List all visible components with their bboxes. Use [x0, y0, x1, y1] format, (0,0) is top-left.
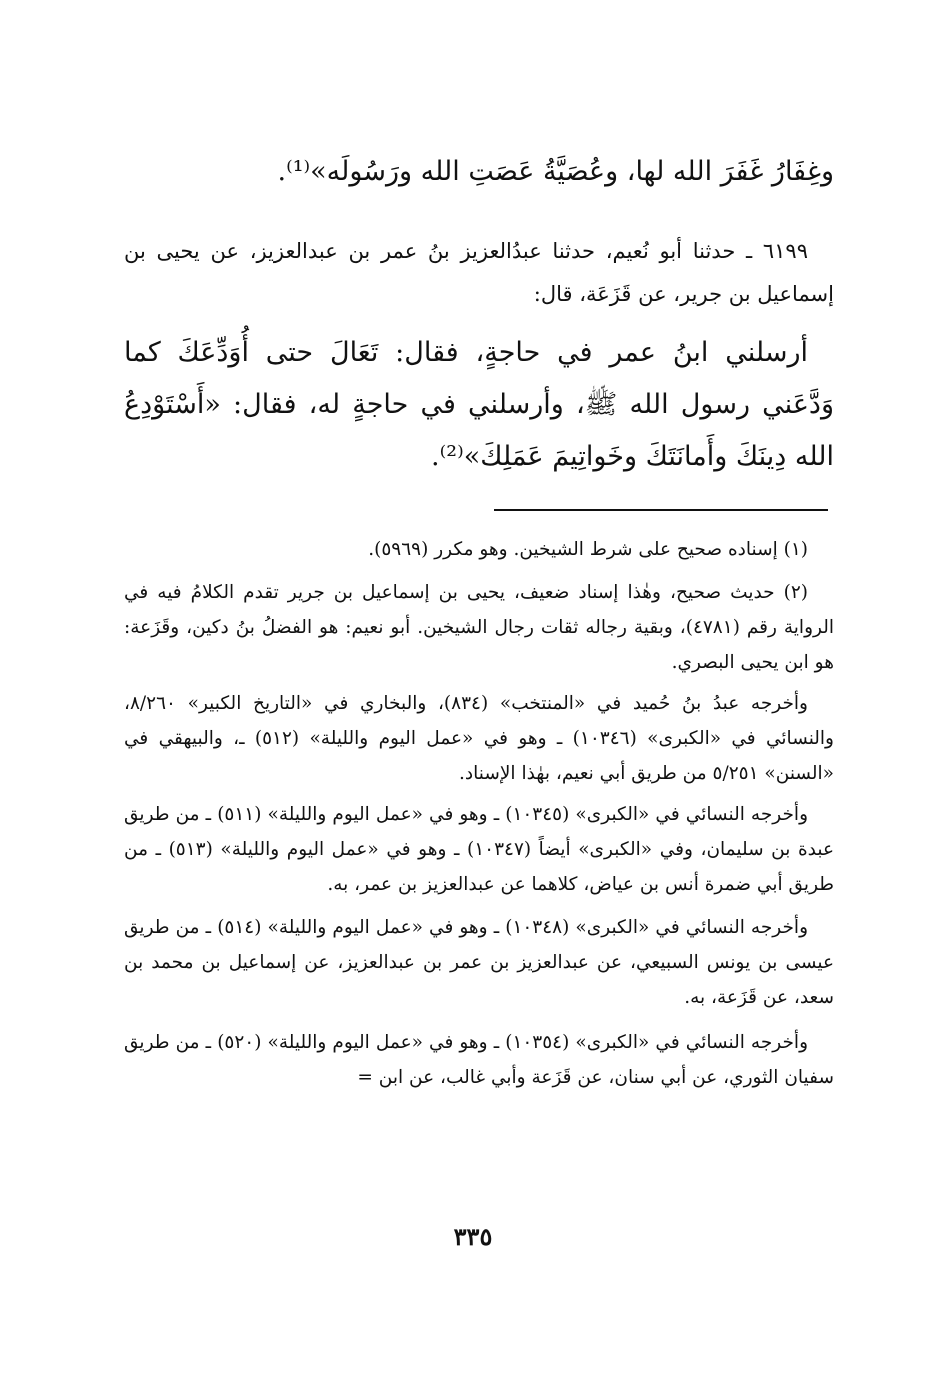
- footnote-separator: [494, 509, 828, 511]
- footnote-1-text: (١) إسناده صحيح على شرط الشيخين. وهو مكرر (٥٩٦٩).: [368, 539, 808, 560]
- footnote-2-paragraph-4: [124, 910, 834, 1015]
- page-number: ٣٣٥: [453, 1222, 493, 1251]
- main-text-continuation: وغِفَارُ غَفَرَ الله لها، وعُصَيَّةُ عَصَتِ الله ورَسُولَه»⁽¹⁾.: [277, 156, 834, 187]
- hadith-matn: أرسلني ابنُ عمر في حاجةٍ، فقال: تَعَالَ حتى أُوَدِّعَكَ كما وَدَّعَني رسول الله ﷺ، وأرسلني في حاجةٍ له، فقال: «أَسْتَوْدِعُ الله دِينَكَ وأَمانَتَكَ وخَواتِيمَ عَمَلِكَ»⁽²⁾.: [124, 337, 834, 472]
- footnote-2-text: وأخرجه النسائي في «الكبرى» (١٠٣٤٥) ـ وهو في «عمل اليوم والليلة» (٥١١) ـ من طريق عبدة بن سليمان، وفي «الكبرى» أيضاً (١٠٣٤٧) ـ وهو في «عمل اليوم والليلة» (٥١٣) ـ من طريق أبي ضمرة أنس بن عياض، كلاهما عن عبدالعزيز بن عمر، به.: [124, 804, 834, 895]
- footnote-2-text: (٢) حديث صحيح، وهٰذا إسناد ضعيف، يحيى بن إسماعيل بن جرير تقدم الكلامُ فيه في الرواية رقم (٤٧٨١)، وبقية رجاله ثقات رجال الشيخين. أبو نعيم: هو الفضلُ بنُ دكين، وقَزَعة: هو ابن يحيى البصري.: [124, 582, 834, 673]
- footnote-2-text: وأخرجه النسائي في «الكبرى» (١٠٣٥٤) ـ وهو في «عمل اليوم والليلة» (٥٢٠) ـ من طريق سفيان الثوري، عن أبي سنان، عن قَزَعة وأبي غالب، عن ابن =: [124, 1032, 834, 1088]
- footnote-2-paragraph-1: [124, 575, 834, 680]
- footnotes: [124, 532, 834, 1095]
- footnote-2-paragraph-5: [124, 1025, 834, 1095]
- hadith-matn-paragraph: [124, 327, 834, 483]
- hadith-isnad-paragraph: [124, 230, 834, 316]
- footnote-2-paragraph-2: [124, 686, 834, 791]
- footnote-2-text: وأخرجه عبدُ بنُ حُميد في «المنتخب» (٨٣٤)، والبخاري في «التاريخ الكبير» ٨/٢٦٠، والنسائي في «الكبرى» (١٠٣٤٦) ـ وهو في «عمل اليوم والليلة» (٥١٢) ـ، والبيهقي في «السنن» ٥/٢٥١ من طريق أبي نعيم، بهٰذا الإسناد.: [124, 693, 834, 784]
- footnote-2-text: وأخرجه النسائي في «الكبرى» (١٠٣٤٨) ـ وهو في «عمل اليوم والليلة» (٥١٤) ـ من طريق عيسى بن يونس السبيعي، عن عبدالعزيز بن عمر بن عبدالعزيز، عن إسماعيل بن محمد بن سعد، عن قَزَعة، به.: [124, 917, 834, 1008]
- main-text-line: [124, 146, 834, 198]
- footnote-1: [124, 532, 834, 567]
- hadith-isnad: حدثنا أبو نُعيم، حدثنا عبدُالعزيز بنُ عمر بن عبدالعزيز، عن يحيى بن إسماعيل بن جرير، عن قَزَعَة، قال:: [124, 239, 834, 306]
- footnote-2-paragraph-3: [124, 797, 834, 902]
- hadith-number: ٦١٩٩ ـ: [746, 239, 808, 263]
